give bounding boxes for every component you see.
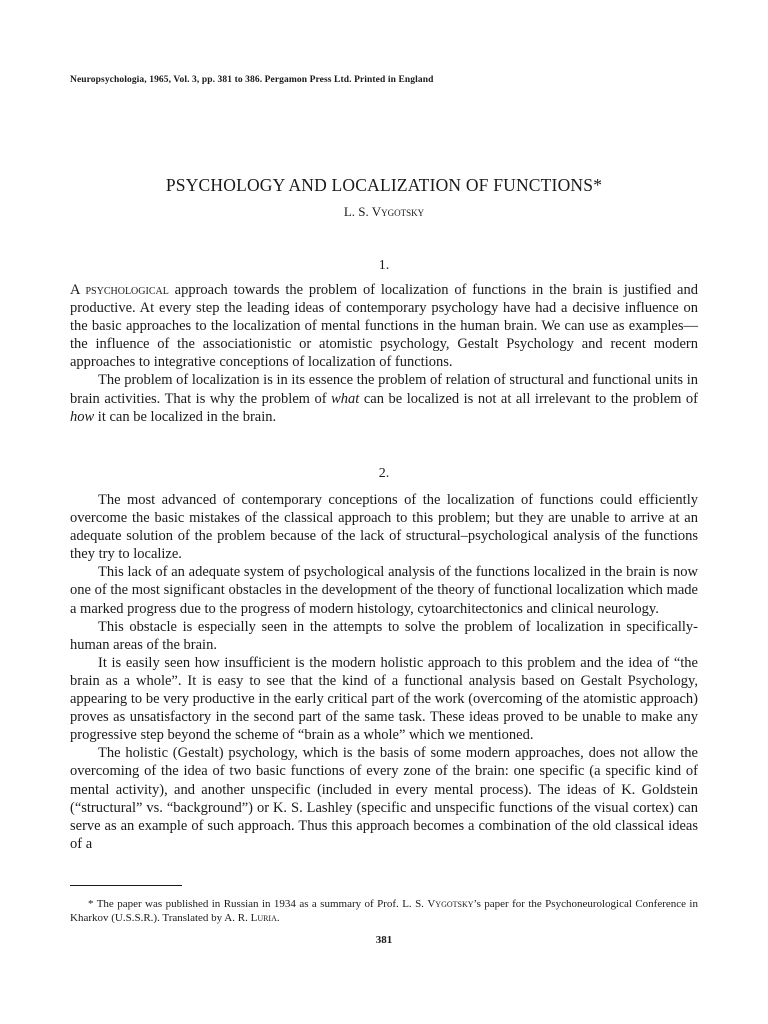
paragraph	[70, 281, 698, 371]
emphasis: how	[70, 408, 95, 425]
paragraph-text: approach towards the problem of localization of functions in the brain is justified and productive. At every step the leading ideas of contemporary psychology have had a decisive influence on the basic approaches to the localization of mental functions in the human brain. We can use as examples—the influence of the associationistic or atomistic psychology, Gestalt Psychology and recent modern approaches to integrative conceptions of localization of functions.	[70, 282, 698, 371]
article-title: PSYCHOLOGY AND LOCALIZATION OF FUNCTIONS*	[165, 175, 603, 195]
paragraph: It is easily seen how insufficient is the modern holistic approach to this problem and the idea of “the brain as a whole”. It is easy to see that the kind of a functional analysis based on Gestalt Psychology, appearing to be very productive in the early critical part of the work (overcoming of the atomistic approach) proves as unsatisfactory in the second part of the same task. These ideas proved to be unable to make any progressive step beyond the scheme of “brain as a whole” which we mentioned.	[70, 654, 698, 744]
footnote	[70, 897, 698, 925]
footnote-name: Luria	[250, 912, 277, 924]
paragraph: The most advanced of contemporary conceptions of the localization of functions could efficiently overcome the basic mistakes of the classical approach to this problem; but they are unable to arrive at an adequate solution of the problem because of the lack of structural–psychological analysis of the functions they try to localize.	[70, 492, 698, 563]
section-2-number: 2.	[378, 466, 390, 481]
section-1-body	[70, 281, 698, 426]
footnote-divider	[70, 885, 182, 886]
lead-in: A psychological	[70, 282, 169, 298]
journal-citation: Neuropsychologia, 1965, Vol. 3, pp. 381 to 386. Pergamon Press Ltd. Printed in England	[70, 75, 434, 85]
page-number: 381	[375, 934, 393, 946]
footnote-text: ’s paper for the Psychoneurological Conference in Kharkov (U.S.S.R.). Translated by A. R.	[70, 898, 698, 924]
paragraph-text: can be localized is not at all irrelevant to the problem of	[359, 390, 698, 407]
paragraph: This lack of an adequate system of psychological analysis of the functions localized in the brain is now one of the most significant obstacles in the development of the theory of functional localization which made a marked progress due to the progress of modern histology, cytoarchitectonics and clinical neurology.	[70, 564, 698, 617]
emphasis: what	[331, 390, 360, 407]
section-2-body	[70, 491, 698, 853]
article-author: L. S. Vygotsky	[343, 204, 425, 219]
paragraph: The holistic (Gestalt) psychology, which is the basis of some modern approaches, does not allow the overcoming of the idea of two basic functions of every zone of the brain: one specific (a specific kind of mental activity), and another unspecific (included in every mental process). The ideas of K. Goldstein (“structural” vs. “background”) or K. S. Lashley (specific and unspecific functions of the visual cortex) can serve as an example of such approach. Thus this approach becomes a combination of the old classical ideas of a	[70, 745, 698, 852]
footnote-text: * The paper was published in Russian in 1934 as a summary of Prof. L. S.	[88, 898, 428, 910]
paragraph-text: The problem of localization is in its essence the problem of relation of structural and functional units in brain activities. That is why the problem of	[70, 372, 698, 407]
footnote-name: Vygotsky	[427, 898, 474, 910]
paragraph-text: it can be localized in the brain.	[94, 408, 277, 425]
paragraph	[70, 371, 698, 425]
paragraph: This obstacle is especially seen in the attempts to solve the problem of localization in specifically-human areas of the brain.	[70, 618, 698, 653]
section-1-number: 1.	[378, 258, 390, 273]
footnote-text: .	[276, 912, 280, 924]
